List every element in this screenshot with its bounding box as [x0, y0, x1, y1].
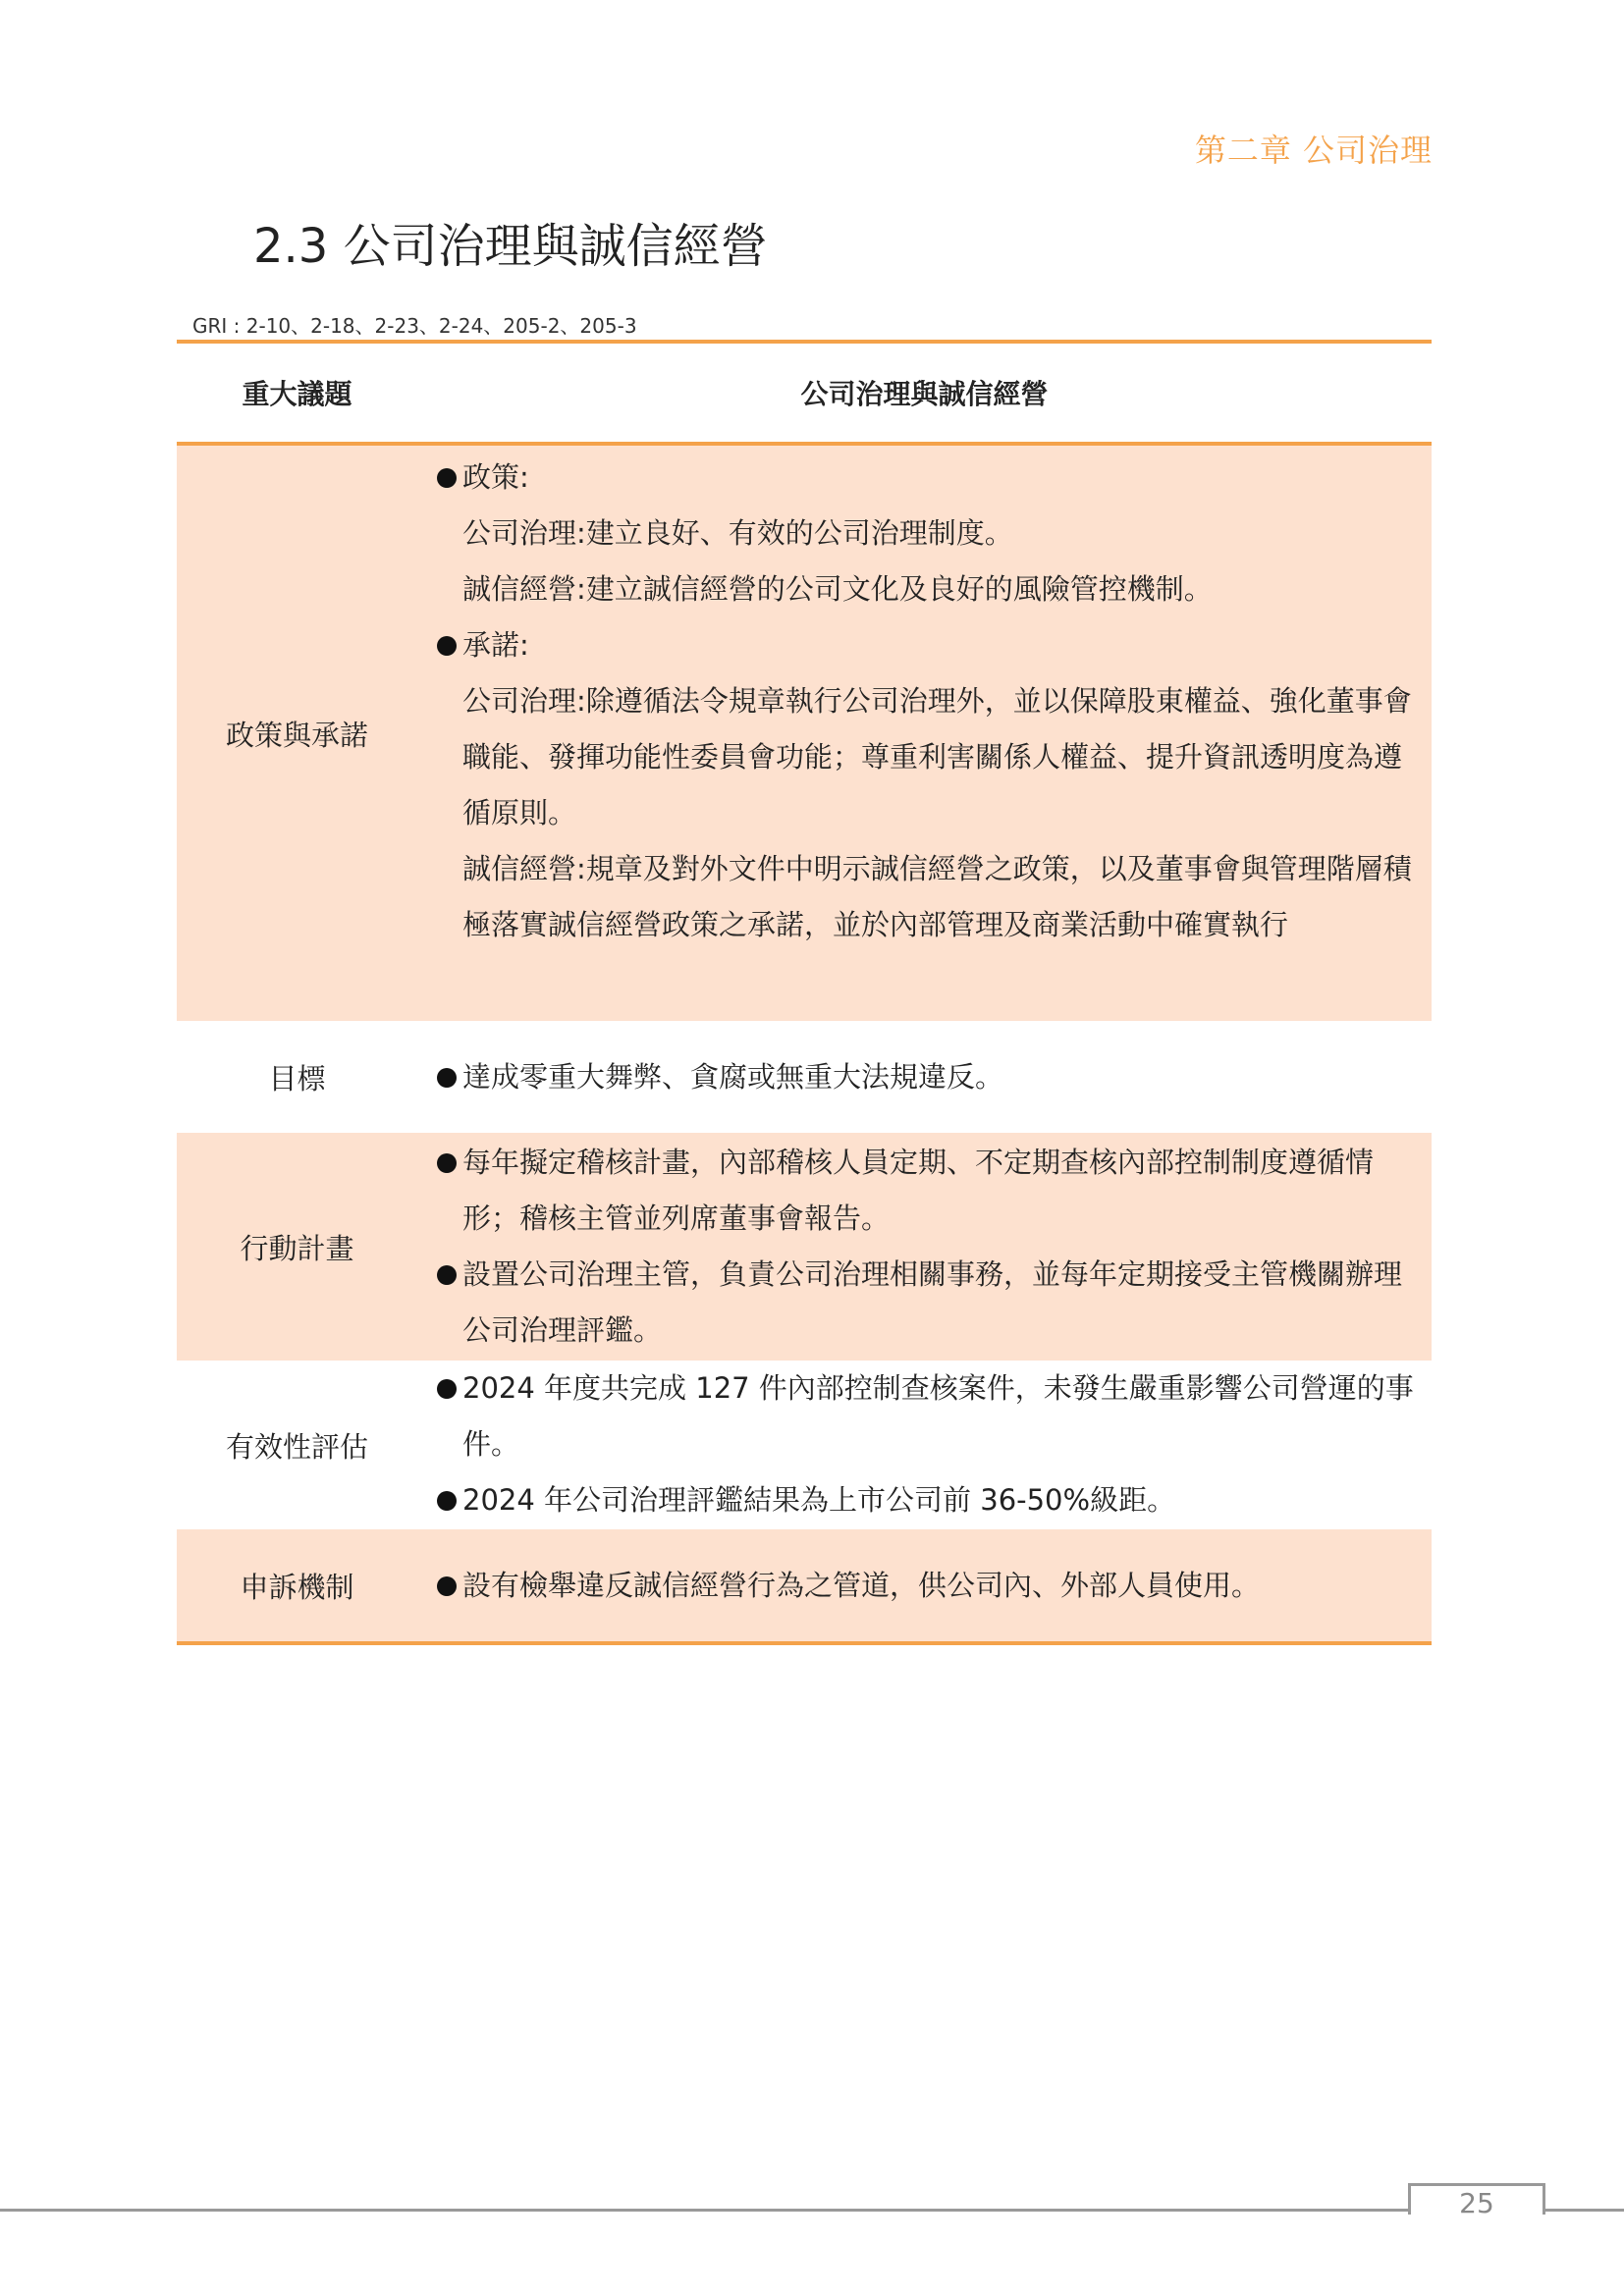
bullet-icon: [437, 636, 457, 656]
table-row-goal: [177, 1021, 1432, 1133]
table-row-effectiveness: [177, 1361, 1432, 1529]
list-item: 設有檢舉違反誠信經營行為之管道，供公司內、外部人員使用。: [417, 1558, 1260, 1614]
section-title: 2.3 公司治理與誠信經營: [253, 219, 768, 274]
bullet-icon: [437, 1379, 457, 1399]
sub-item: 公司治理:建立良好、有效的公司治理制度。: [462, 516, 1013, 550]
header-governance: 公司治理與誠信經營: [800, 378, 1049, 410]
list-item: 2024 年公司治理評鑑結果為上市公司前 36-50%級距。: [417, 1472, 1416, 1528]
row-topic: 有效性評估: [225, 1429, 368, 1464]
row-topic: 政策與承諾: [225, 718, 368, 752]
sub-item: 誠信經營:建立誠信經營的公司文化及良好的風險管控機制。: [462, 572, 1213, 606]
sub-item: 誠信經營:規章及對外文件中明示誠信經營之政策，以及董事會與管理階層積極落實誠信經營政策之承諾，並於內部管理及商業活動中確實執行: [462, 852, 1412, 941]
row-topic: 行動計畫: [240, 1231, 354, 1265]
list-item: 每年擬定稽核計畫，內部稽核人員定期、不定期查核內部控制制度遵循情形；稽核主管並列席董事會報告。: [417, 1135, 1416, 1247]
bullet-icon: [437, 1068, 457, 1088]
page-number: 25: [1459, 2187, 1494, 2219]
row-topic: 目標: [268, 1061, 326, 1095]
list-item: 設置公司治理主管，負責公司治理相關事務，並每年定期接受主管機關辦理公司治理評鑑。: [417, 1247, 1416, 1359]
bullet-icon: [437, 468, 457, 488]
chapter-header: 第二章 公司治理: [1194, 132, 1433, 169]
bullet-icon: [437, 1265, 457, 1285]
table-row-action-plan: [177, 1133, 1432, 1361]
bullet-icon: [437, 1153, 457, 1173]
table-row-policy: [177, 446, 1432, 1021]
list-item: 2024 年度共完成 127 件內部控制查核案件，未發生嚴重影響公司營運的事件。: [417, 1361, 1416, 1472]
bullet-icon: [437, 1491, 457, 1511]
bullet-icon: [437, 1576, 457, 1596]
footer-rule: [0, 2209, 1624, 2212]
sub-item: 公司治理:除遵循法令規章執行公司治理外，並以保障股東權益、強化董事會職能、發揮功能性委員會功能；尊重利害關係人權益、提升資訊透明度為遵循原則。: [462, 684, 1412, 829]
list-item: 政策:: [417, 450, 1416, 506]
list-item: 達成零重大舞弊、貪腐或無重大法規違反。: [417, 1049, 1003, 1105]
header-topic: 重大議題: [242, 378, 352, 410]
list-item: 承諾:: [417, 617, 1416, 673]
row-topic: 申訴機制: [240, 1570, 354, 1604]
table-header: [177, 344, 1432, 446]
material-topic-table: [177, 340, 1432, 1645]
table-row-grievance: [177, 1529, 1432, 1641]
gri-reference: GRI : 2-10、2-18、2-23、2-24、205-2、205-3: [192, 314, 637, 338]
